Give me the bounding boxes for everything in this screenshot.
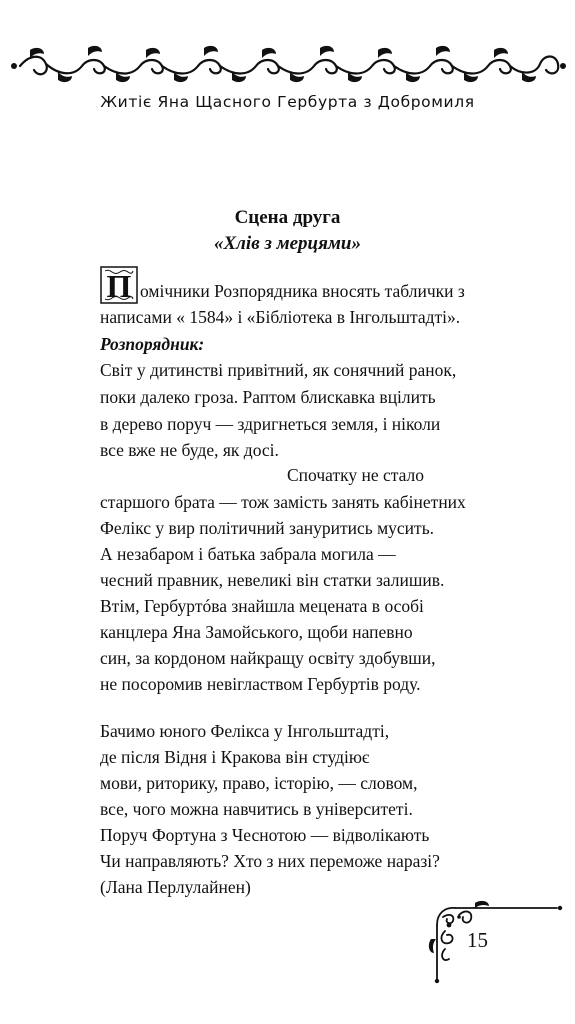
verse-line: Фелікс у вир політичний зануритись мусить. [100,518,435,538]
verse-line: не посоромив невіглаством Гербуртів роду. [100,674,421,694]
decorative-border-top [0,36,575,92]
drop-cap-letter: П [106,268,132,304]
verse-line: канцлера Яна Замойського, щоби напевно [100,622,413,642]
page-number: 15 [467,928,488,952]
speaker-name: Розпорядник: [100,334,205,354]
verse-line: Втім, Гербуртóва знайшла мецената в особі [100,596,424,616]
drop-cap [100,266,138,304]
verse-line: чесний правник, невеликі він статки залишив. [100,570,445,590]
verse-line: Спочатку не стало [287,465,425,485]
verse-line: Бачимо юного Фелікса у Інгольштадті, [100,721,390,741]
running-head: Житіє Яна Щасного Гербурта з Добромиля [100,93,475,111]
verse-line: Чи направляють? Хто з них переможе наразі? [100,851,440,871]
verse-line: Поруч Фортуна з Чеснотою — відволікають [100,825,430,845]
verse-line: все вже не буде, як досі. [100,440,279,460]
author-credit: (Лана Перлулайнен) [100,877,251,897]
verse-line: в дерево поруч — здригнеться земля, і ніколи [100,414,441,434]
scene-subtitle: «Хлів з мерцями» [214,233,361,254]
scene-title: Сцена друга [234,207,341,228]
verse-line: все, чого можна навчитись в університеті. [100,799,413,819]
verse-line: де після Відня і Кракова він студіює [100,747,370,767]
verse-line: мови, риторику, право, історію, — словом, [100,773,418,793]
verse-line: А незабаром і батька забрала могила — [100,544,396,564]
decorative-corner-ornament [425,895,565,985]
intro-line-2: написами « 1584» і «Бібліотека в Інгольштадті». [100,307,461,327]
intro-line-1: омічники Розпорядника вносять таблички з [140,281,465,301]
verse-line: старшого брата — тож замість занять кабінетних [100,492,466,512]
verse-line: син, за кордоном найкращу освіту здобувши, [100,648,436,668]
verse-line: Світ у дитинстві привітний, як сонячний ранок, [100,360,457,380]
verse-line: поки далеко гроза. Раптом блискавка вцілить [100,387,436,407]
